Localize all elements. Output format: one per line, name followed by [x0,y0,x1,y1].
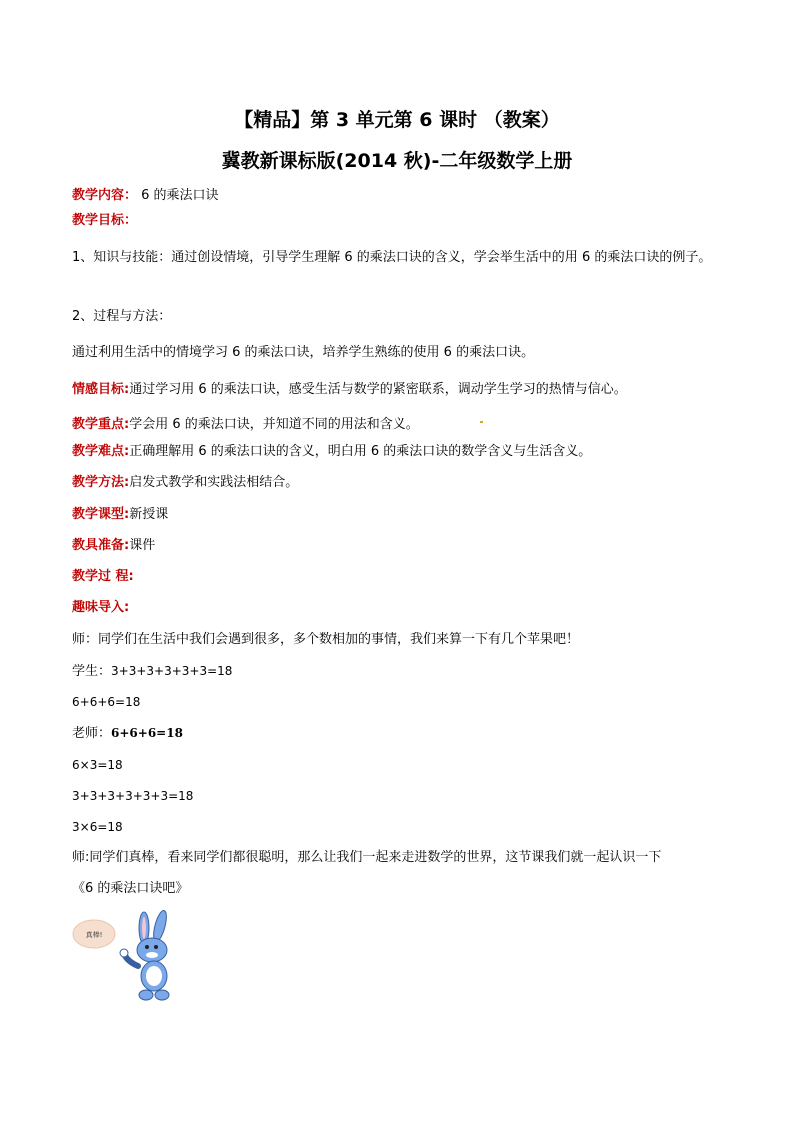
method-text: 启发式教学和实践法相结合。 [129,475,299,490]
content-row [72,186,722,206]
emotion-label: 情感目标: [72,382,130,397]
lesson-type-text: 新授课 [129,507,169,522]
goals-label: 教学目标： [72,213,138,228]
rabbit-ear-inner-left [142,917,146,939]
rabbit-muzzle [146,952,158,958]
stray-dot [480,421,483,423]
tools-row [72,536,722,556]
teacher-value: 6+6+6=18 [111,726,183,740]
difficulty-label: 教学难点: [72,444,130,459]
content-text: 6 的乘法口诀 [141,188,219,203]
emotion-text: 通过学习用 6 的乘法口诀，感受生活与数学的紧密联系，调动学生学习的热情与信心。 [129,382,627,397]
student-label: 学生： [72,664,112,679]
content-label: 教学内容： [72,188,138,203]
rabbit-eye-left [145,945,149,949]
title-line-1: 【精品】第 3 单元第 6 课时 （教案） [234,109,560,131]
goals-label-row [72,211,722,231]
rabbit-eye-right [154,945,158,949]
equation-3x6-sum: 3+3+3+3+3+3=18 [72,789,194,803]
teacher-label: 老师： [72,726,112,741]
rabbit-foot-left [139,990,153,1000]
intro-row [72,598,722,618]
equation-3x6: 3×6=18 [72,820,123,834]
teacher-row [72,723,722,744]
intro-label: 趣味导入: [72,600,130,615]
teacher-line-1: 师：同学们在生活中我们会遇到很多，多个数相加的事情，我们来算一下有几个苹果吧！ [72,632,580,647]
teacher-line-3: 《6 的乘法口诀吧》 [72,881,189,896]
lesson-type-label: 教学课型: [72,507,130,522]
difficulty-row [72,442,722,462]
rabbit-belly [146,966,162,986]
method-row [72,473,722,493]
key-label: 教学重点: [72,417,130,432]
tools-label: 教具准备: [72,538,130,553]
process-row [72,567,722,587]
method-label: 教学方法: [72,475,130,490]
goal-2-heading: 2、过程与方法： [72,309,172,324]
bubble-text: 真棒! [85,931,103,939]
student-value: 3+3+3+3+3+3=18 [111,664,233,678]
equation-6x3-sum: 6+6+6=18 [72,695,141,709]
process-label: 教学过 程: [72,569,134,584]
key-row [72,415,722,435]
rabbit-illustration [72,910,182,1004]
teacher-line-2: 师:同学们真棒，看来同学们都很聪明，那么让我们一起来走进数学的世界，这节课我们就一起认识一下 [72,850,662,865]
lesson-type-row [72,505,722,525]
rabbit-hand [120,949,128,957]
title-line-2: 冀教新课标版(2014 秋)-二年级数学上册 [221,150,573,172]
difficulty-text: 正确理解用 6 的乘法口诀的含义，明白用 6 的乘法口诀的数学含义与生活含义。 [129,444,592,459]
key-text: 学会用 6 的乘法口诀，并知道不同的用法和含义。 [129,417,419,432]
student-row [72,661,722,682]
tools-text: 课件 [129,538,156,553]
emotion-row [72,380,722,400]
goal-2-text: 通过利用生活中的情境学习 6 的乘法口诀，培养学生熟练的使用 6 的乘法口诀。 [72,345,535,360]
rabbit-head [137,938,167,962]
rabbit-foot-right [155,990,169,1000]
equation-6x3: 6×3=18 [72,758,123,772]
goal-1: 1、知识与技能：通过创设情境，引导学生理解 6 的乘法口诀的含义，学会举生活中的用 6 的乘法口诀的例子。 [72,250,712,265]
